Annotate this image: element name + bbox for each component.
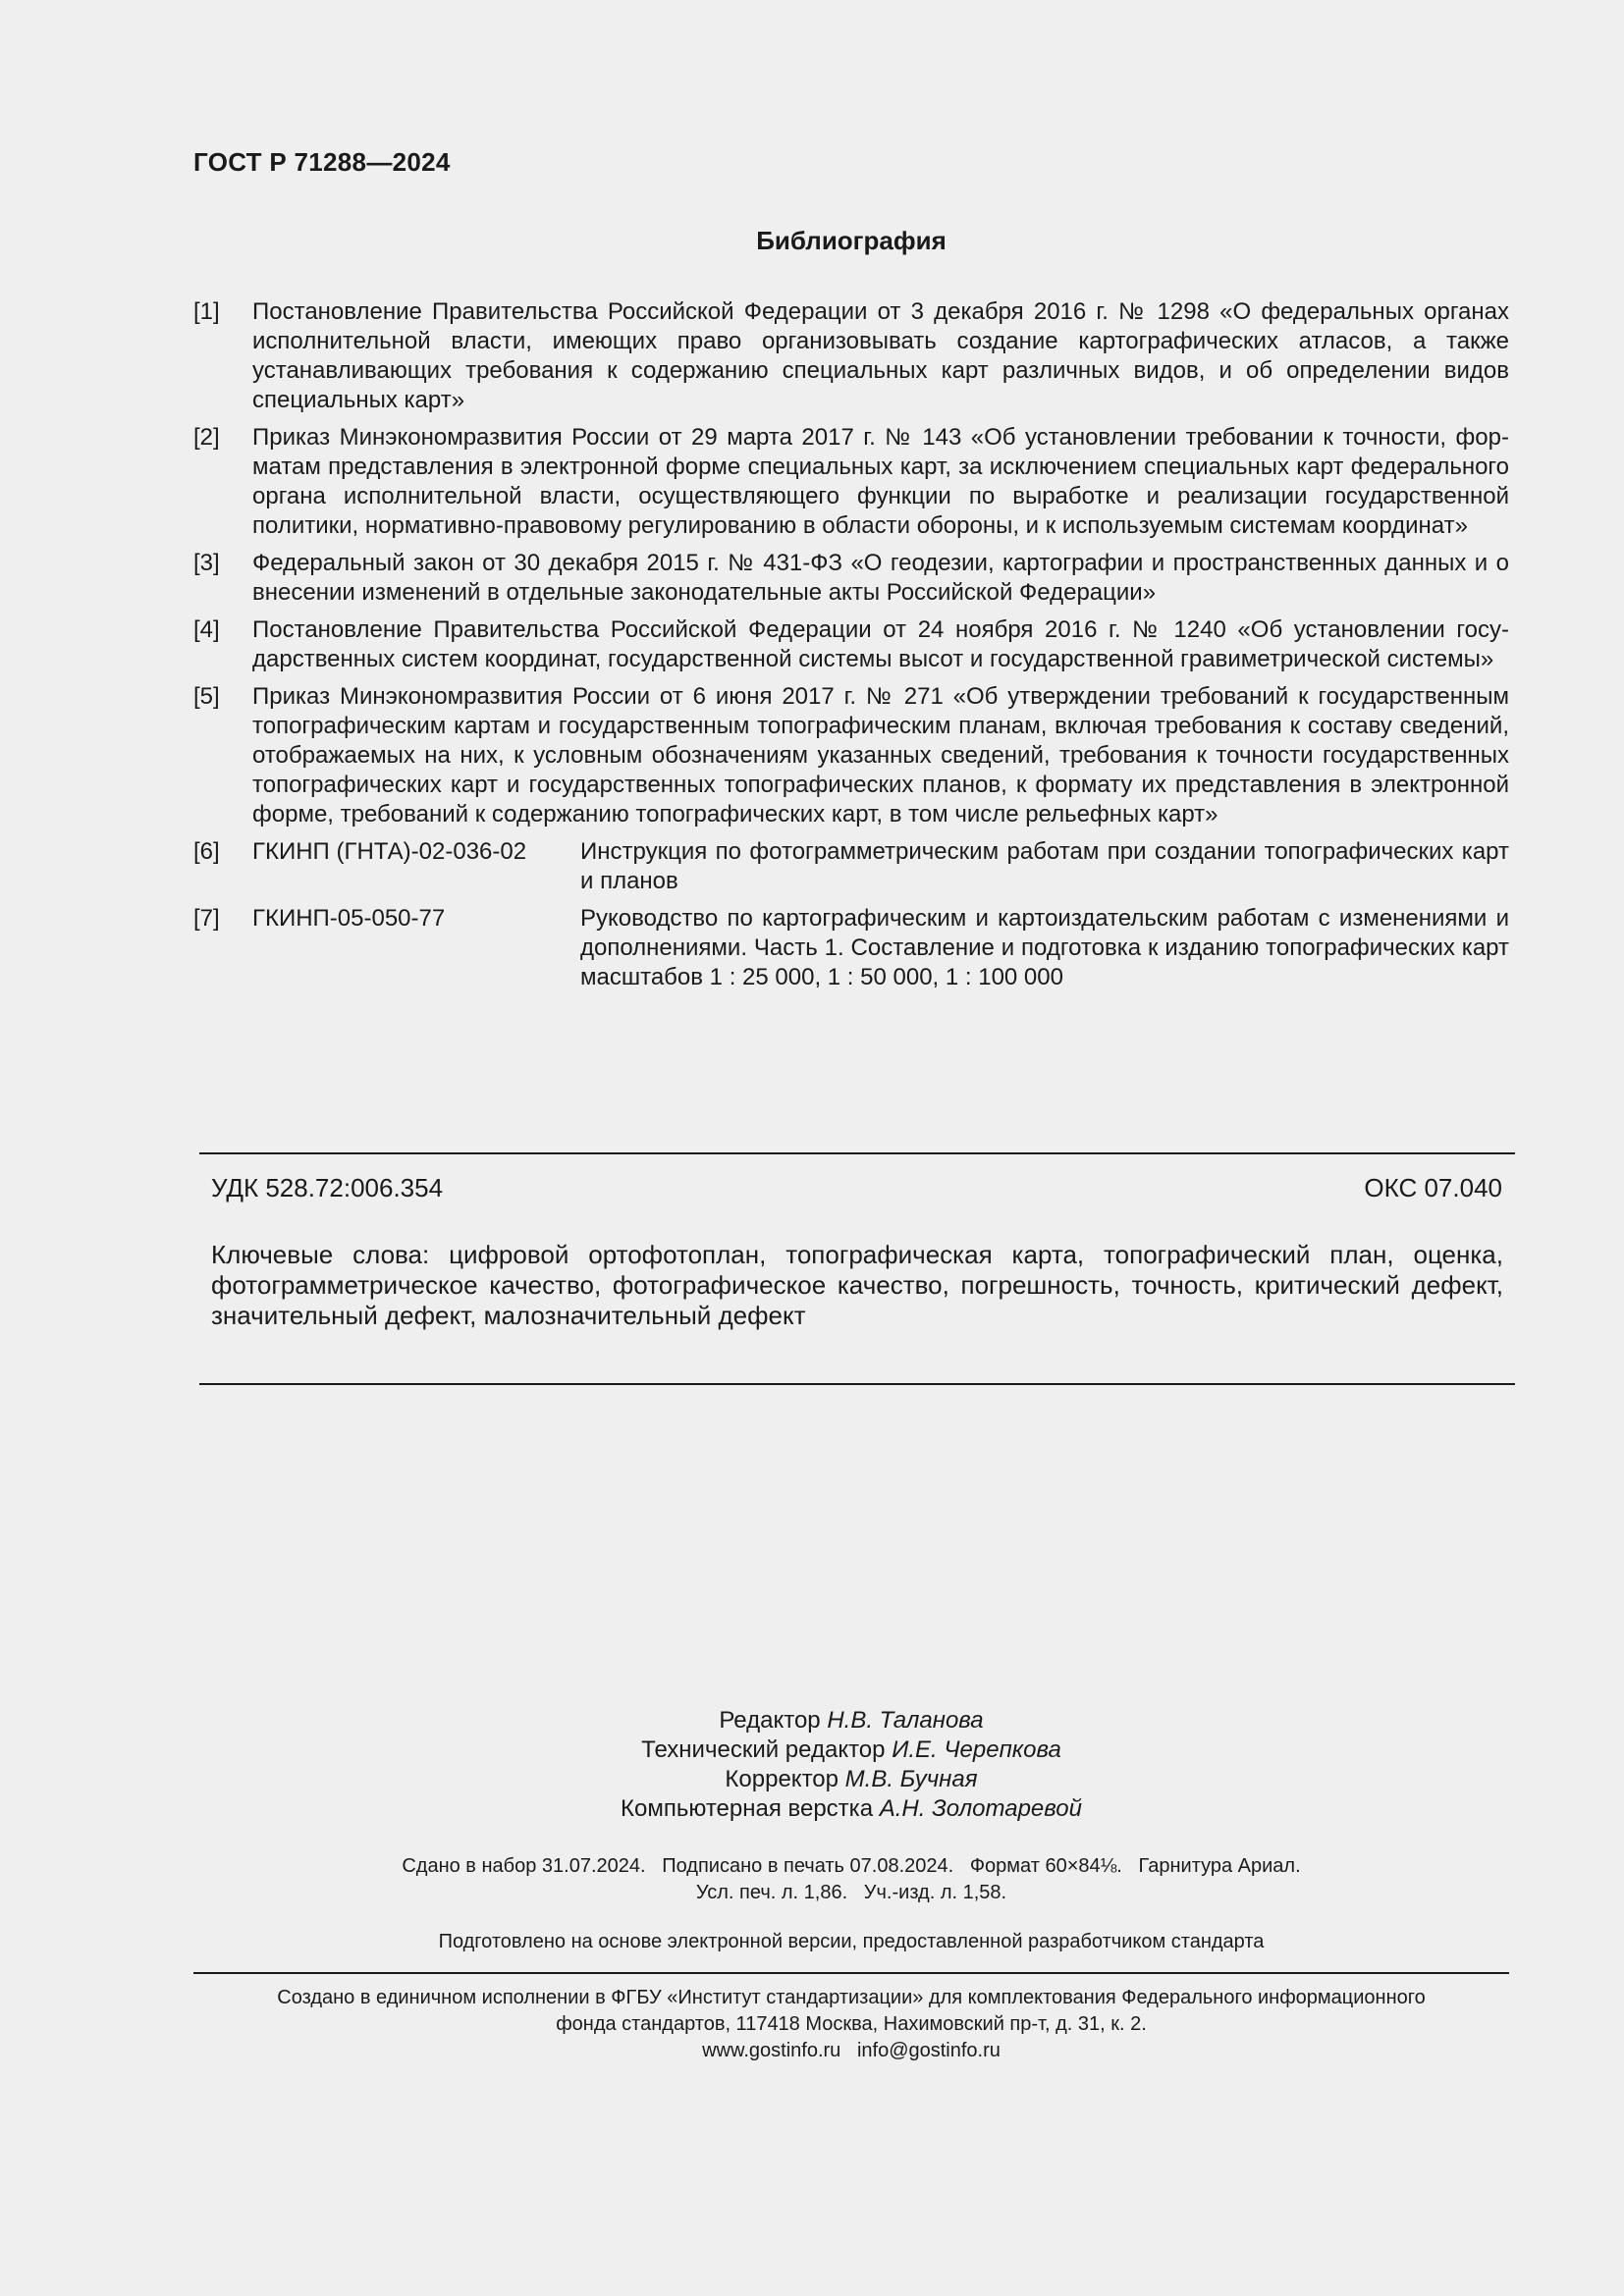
bibliography-entry — [193, 837, 1509, 896]
entry-number: [7] — [193, 905, 220, 932]
credit-name: М.В. Бучная — [844, 1766, 978, 1792]
footer-links: www.gostinfo.ru info@gostinfo.ru — [702, 2040, 1001, 2061]
bibliography-entry — [193, 682, 1509, 829]
bibliography-list — [193, 297, 1509, 1000]
entry-number: [1] — [193, 298, 220, 325]
udk-code: УДК 528.72:006.354 — [211, 1173, 444, 1202]
oks-code: ОКС 07.040 — [1364, 1173, 1502, 1202]
footer-line: фонда стандартов, 117418 Москва, Нахимовский пр-т, д. 31, к. 2. — [556, 2013, 1147, 2035]
credit-line — [0, 1794, 1624, 1824]
entry-text: Постановление Правительства Российской Федерации от 3 декабря 2016 г. № 1298 «О федеральных органах исполнительной власти, имеющих право организовывать создание картографических атласов, а также устанавливающих требования к содержанию специальных карт различных видов, и об определении видов специальных карт» — [252, 298, 1509, 413]
print-info — [0, 1853, 1624, 1906]
bibliography-entry — [193, 904, 1509, 992]
entry-text: Инструкция по фотограмметрическим работам при создании топографических карт и планов — [580, 838, 1509, 894]
credit-name: Н.В. Таланова — [827, 1707, 984, 1734]
entry-number: [2] — [193, 424, 220, 451]
entry-number: [4] — [193, 616, 220, 643]
entry-text: Руководство по картографическим и картоиздательским работам с изменениями и дополнениями. Часть 1. Составление и подготовка к изданию топографических карт масштабов 1 : 25 000, 1 : 50 000, 1 : 100 000 — [580, 905, 1509, 990]
bibliography-entry — [193, 297, 1509, 415]
entry-code: ГКИНП-05-050-77 — [252, 905, 446, 932]
divider-top — [199, 1152, 1515, 1154]
bibliography-entry — [193, 549, 1509, 608]
bibliography-title: Библиография — [756, 226, 947, 255]
credit-role: Редактор — [719, 1707, 821, 1734]
credit-line — [0, 1765, 1624, 1794]
entry-code: ГКИНП (ГНТА)-02-036-02 — [252, 838, 527, 865]
credit-name: А.Н. Золотаревой — [879, 1795, 1082, 1822]
print-info-line: Сдано в набор 31.07.2024. Подписано в печать 07.08.2024. Формат 60×84⅛. Гарнитура Ариал. — [402, 1855, 1301, 1877]
entry-text: Приказ Минэкономразвития России от 6 июня 2017 г. № 271 «Об утверждении требований к государственным топографическим картам и государственным топографическим планам, включая требования к составу сведений, отображаемых на них, к условным обозначениям указанных сведений, требования к точности государственных топографических карт и государственных топографических планов, к формату их представления в электронной форме, требований к содержанию топографических карт, в том числе рельефных карт» — [252, 683, 1509, 828]
keywords: Ключевые слова: цифровой ортофотоплан, топографическая карта, топографический план, оценка, фотограмметрическое качество, фотографическое качество, погрешность, точность, критический дефект, значительный дефект, малозначительный дефект — [211, 1240, 1503, 1330]
entry-text: Постановление Правительства Российской Федерации от 24 ноября 2016 г. № 1240 «Об установлении государственных систем координат, государственной системы высот и государственной гравиметрической системы» — [252, 616, 1509, 672]
divider-bottom — [199, 1383, 1515, 1385]
print-info-line: Усл. печ. л. 1,86. Уч.-изд. л. 1,58. — [695, 1882, 1007, 1903]
bibliography-entry — [193, 423, 1509, 541]
entry-text: Федеральный закон от 30 декабря 2015 г. № 431-ФЗ «О геодезии, картографии и пространственных данных и о внесении изменений в отдельные законодательные акты Российской Федерации» — [252, 550, 1509, 606]
credit-role: Корректор — [725, 1766, 839, 1792]
bibliography-entry — [193, 615, 1509, 674]
credit-line — [0, 1706, 1624, 1735]
document-code: ГОСТ Р 71288—2024 — [193, 147, 451, 177]
prepared-note: Подготовлено на основе электронной версии, предоставленной разработчиком стандарта — [438, 1931, 1265, 1952]
credit-line — [0, 1735, 1624, 1765]
credit-name: И.Е. Черепкова — [892, 1736, 1061, 1763]
footer-divider — [193, 1972, 1509, 1974]
credits — [0, 1706, 1624, 1824]
publisher-footer — [0, 1985, 1624, 2064]
entry-number: [5] — [193, 683, 220, 710]
credit-role: Компьютерная верстка — [621, 1795, 874, 1822]
entry-text: Приказ Минэкономразвития России от 29 марта 2017 г. № 143 «Об установлении требовании к точности, форматам представления в электронной форме специальных карт, за исключением специальных карт федерального органа исполнительной власти, осуществляющего функции по выработке и реализации государственной политики, нормативно-правовому регулированию в области обороны, и к используемым системам координат» — [252, 424, 1509, 539]
footer-line: Создано в единичном исполнении в ФГБУ «Институт стандартизации» для комплектования Федерального информационного — [277, 1987, 1426, 2008]
entry-number: [3] — [193, 550, 220, 576]
credit-role: Технический редактор — [641, 1736, 886, 1763]
entry-number: [6] — [193, 838, 220, 865]
